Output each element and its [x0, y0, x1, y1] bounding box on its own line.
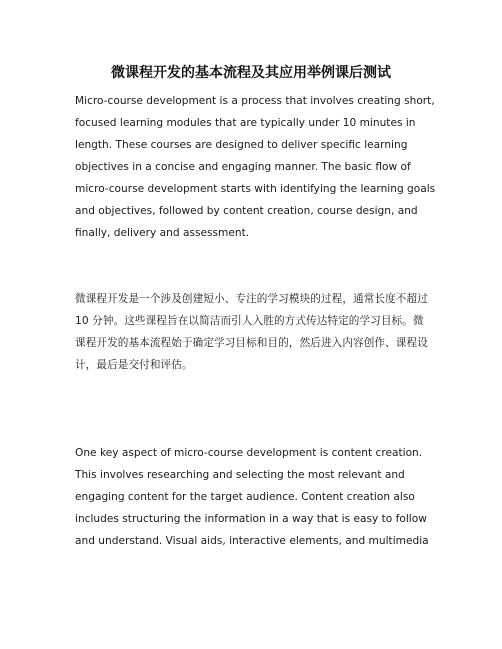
text-line: micro-course development starts with identifying the learning goals — [75, 183, 436, 195]
paragraph-2-chinese — [75, 288, 435, 376]
text-line: and understand. Visual aids, interactive elements, and multimedia — [75, 535, 429, 547]
text-line: and objectives, followed by content creation, course design, and — [75, 205, 418, 217]
text-line: objectives in a concise and engaging manner. The basic flow of — [75, 161, 411, 173]
document-title: 微课程开发的基本流程及其应用举例课后测试 — [111, 65, 391, 81]
text-line: engaging content for the target audience. Content creation also — [75, 491, 415, 503]
text-line: 微课程开发是一个涉及创建短小、专注的学习模块的过程，通常长度不超过 — [75, 293, 428, 305]
text-line: length. These courses are designed to deliver specific learning — [75, 139, 408, 151]
text-line: This involves researching and selecting the most relevant and — [75, 469, 405, 481]
text-line: Micro-course development is a process that involves creating short, — [75, 95, 435, 107]
text-line: finally, delivery and assessment. — [75, 227, 250, 239]
text-line: focused learning modules that are typically under 10 minutes in — [75, 117, 416, 129]
text-line: One key aspect of micro-course development is content creation. — [75, 447, 423, 459]
text-line: 课程开发的基本流程始于确定学习目标和目的，然后进入内容创作、课程设 — [75, 337, 428, 349]
paragraph-1-english — [75, 90, 435, 244]
text-line: 计，最后是交付和评估。 — [75, 359, 193, 371]
paragraph-3-english — [75, 442, 435, 552]
text-line: includes structuring the information in a way that is easy to follow — [75, 513, 427, 525]
text-line: 10 分钟。这些课程旨在以简洁而引人入胜的方式传达特定的学习目标。微 — [75, 315, 424, 327]
